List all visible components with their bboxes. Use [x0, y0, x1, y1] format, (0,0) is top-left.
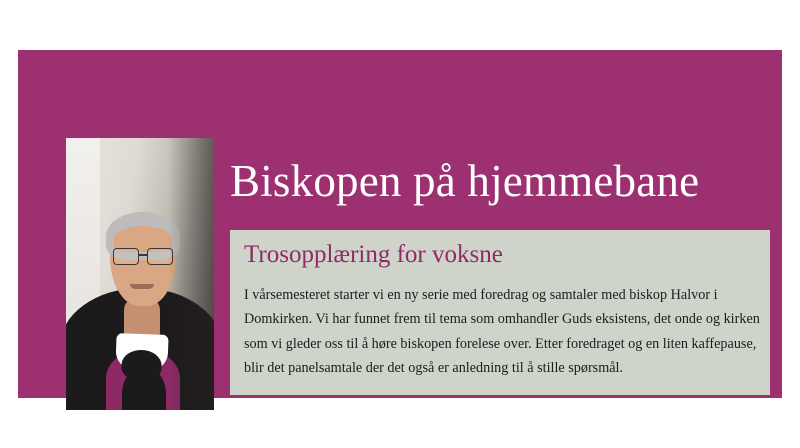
poster-banner: [18, 50, 782, 398]
portrait-clerical-collar: [115, 333, 168, 371]
bishop-portrait-image: [66, 138, 214, 410]
poster-text-panel: [230, 230, 770, 395]
poster-title: Biskopen på hjemmebane: [230, 156, 700, 206]
portrait-shadow-overlay: [168, 138, 214, 410]
portrait-mouth: [130, 284, 154, 289]
poster-subtitle: Trosopplæring for voksne: [244, 241, 503, 268]
poster-body-text: I vårsemesteret starter vi en ny serie med foredrag og samtaler med biskop Halvor i Domkirken. Vi har funnet frem til tema som omhandler Guds eksistens, det onde og kirken som vi gleder oss til å høre biskopen forelese over. Etter foredraget og en liten kaffepause, blir det panelsamtale der det også er anledning til å stille spørsmål.: [244, 287, 760, 377]
portrait-glasses: [112, 248, 174, 264]
glasses-bridge: [139, 254, 147, 256]
glasses-left-lens: [113, 248, 139, 265]
